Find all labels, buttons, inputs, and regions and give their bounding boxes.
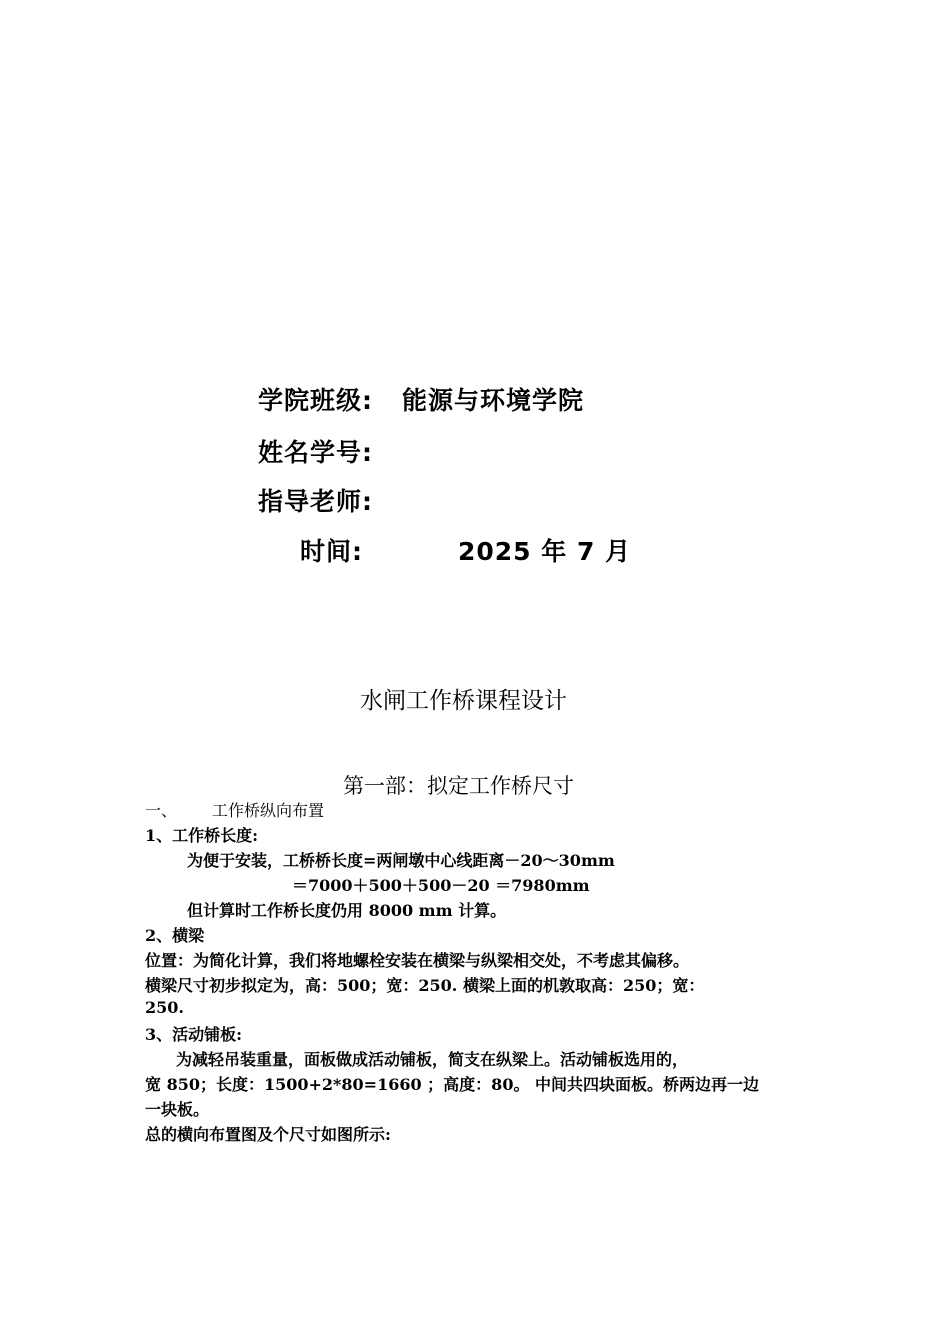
item-2-line-3: 250. [145,998,184,1017]
item-2-title: 2、横梁 [145,926,205,945]
item-3-line-1: 为减轻吊装重量，面板做成活动铺板，简支在纵梁上。活动铺板选用的， [176,1050,689,1069]
college-value: 能源与环境学院 [402,386,585,415]
item-2-line-1: 位置：为简化计算，我们将地螺栓安装在横梁与纵梁相交处，不考虑其偏移。 [145,951,690,970]
item-1-line-2: ＝7000＋500＋500－20 ＝7980mm [292,876,590,895]
item-3-line-3: 一块板。 [145,1100,210,1119]
name-label: 姓名学号: [258,438,373,467]
summary-line: 总的横向布置图及个尺寸如图所示: [145,1125,391,1144]
section-1-title: 工作桥纵向布置 [212,801,325,820]
item-1-line-3: 但计算时工作桥长度仍用 8000 mm 计算。 [187,901,507,920]
item-3-line-2: 宽 850；长度：1500+2*80=1660 ；高度：80。 中间共四块面板。桥两边再一边 [145,1075,760,1094]
time-label: 时间: [300,537,363,566]
item-1-title: 1、工作桥长度: [145,826,259,845]
part-heading: 第一部：拟定工作桥尺寸 [343,774,574,798]
time-value: 2025 年 7 月 [458,537,632,566]
item-2-line-2: 横梁尺寸初步拟定为，高：500；宽：250. 横梁上面的机敦取高：250；宽： [145,976,705,995]
document-title: 水闸工作桥课程设计 [360,688,567,714]
college-label: 学院班级: [258,386,373,415]
advisor-label: 指导老师: [258,487,373,516]
section-1-number: 一、 [145,801,178,820]
item-1-line-1: 为便于安装，工桥桥长度=两闸墩中心线距离－20～30mm [187,851,615,870]
item-3-title: 3、活动铺板: [145,1025,243,1044]
